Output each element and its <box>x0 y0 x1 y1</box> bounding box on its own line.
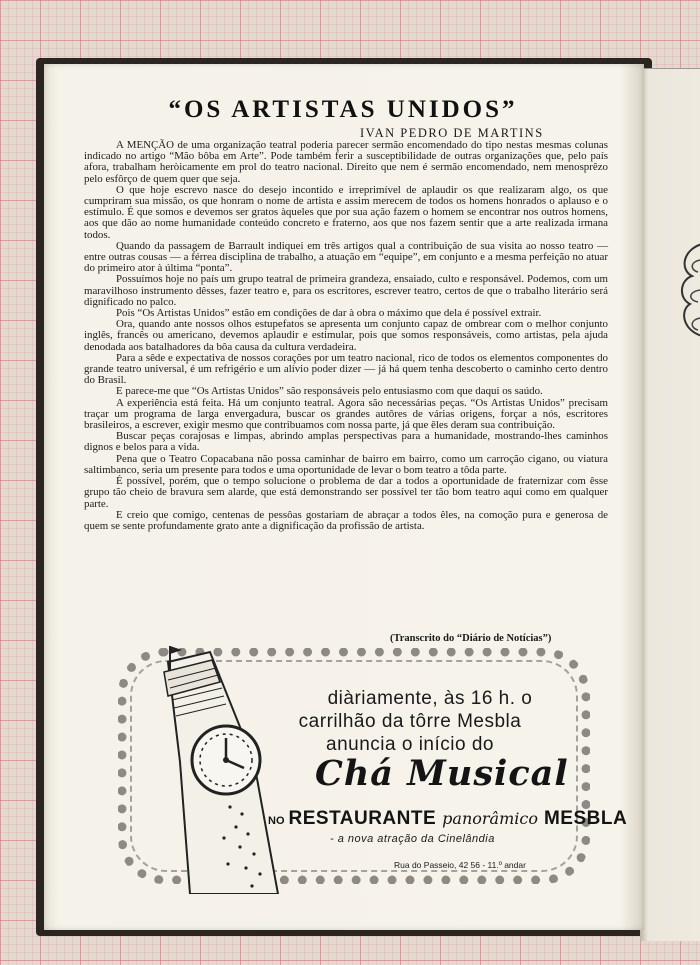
ornament-icon <box>674 240 700 340</box>
article-paragraph: É possível, porém, que o tempo solucione o problema de dar a todos a oportunidade de fraternizar com êsse grupo tão cheio de bravura sem alarde, que está demonstrando ser possível ter tão bom teatro aqui como em qualquer parte. <box>84 475 608 510</box>
ad-line-1: diàriamente, às 16 h. o <box>327 688 533 709</box>
ad-panoramic: panorâmico <box>442 809 538 828</box>
advertisement <box>110 640 628 895</box>
ad-line-2: carrilhão da tôrre Mesbla <box>298 711 522 732</box>
article-paragraph: E parece-me que “Os Artistas Unidos” são responsáveis pelo entusiasmo com que daqui os saúdo. <box>116 385 543 398</box>
ad-tagline: - a nova atração da Cinelândia <box>330 833 495 845</box>
ad-brand: MESBLA <box>543 808 628 829</box>
article-body <box>84 140 608 532</box>
article-paragraph: O que hoje escrevo nasce do desejo incontido e irreprimível de aplaudir os que realizaram algo, os que cumpriram sua missão, os que honram o nome de artista e assim merecem de todos os homens honrados o aplauso e o estímulo. É que somos e devemos ser gratos àqueles que por sua ação fazem o homem se encontrar nos outros homens, aos que dão ao nome humanidade conteúdo concreto e fraterno, aos que nos fazem sentir que a arte realizada irmana todos. <box>84 183 608 241</box>
article-title: “OS ARTISTAS UNIDOS” <box>168 96 518 123</box>
ad-line-3: anuncia o início do <box>326 734 494 755</box>
article-paragraph: E creio que comigo, centenas de pessôas gostariam de abraçar a todos êles, na comoção pura e generosa de quem se sente profundamente grato ante a dignificação da profissão de artista. <box>84 508 608 532</box>
ad-address: Rua do Passeio, 42 56 - 11.º andar <box>394 860 526 870</box>
ad-restaurant: RESTAURANTE <box>288 808 437 829</box>
clock-tower-icon <box>150 642 280 894</box>
ad-event-title: Chá Musical <box>315 753 569 794</box>
article-paragraph: A MENÇÃO de uma organização teatral poderia parecer sermão encomendado do tipo nestas mesmas colunas indicado no artigo “Mão bôba em Arte”. Pode também ferir a susceptibilidade de outras organizações que, pelo país afora, trabalham heròicamente em prol do teatro nacional. Direito que nem é sermão encomendado, nem menosprêzo pelo esfôrço de quem quer que seja. <box>84 139 608 185</box>
ad-prefix: NO <box>268 815 285 827</box>
article-paragraph: Buscar peças corajosas e limpas, abrindo amplas perspectivas para a humanidade, mostrando-lhes caminhos dignos e belos para a vida. <box>84 430 608 454</box>
article-paragraph: Ora, quando ante nossos olhos estupefatos se apresenta um conjunto capaz de ombrear com o melhor conjunto inglês, francês ou americano, devemos aplaudir e estimular, pois que somos responsáveis, como artistas, pela ajuda denodada aos batalhadores da bôa causa da cultura verdadeira. <box>84 318 608 353</box>
article-paragraph: Possuímos hoje no país um grupo teatral de primeira grandeza, ensaiado, culto e responsável. Podemos, com um maravilhoso instrumento dêsses, fazer teatro e, para os escritores, escrever teatro, certos de que o trabalho literário será dignificado no palco. <box>84 273 608 308</box>
article-author: IVAN PEDRO DE MARTINS <box>360 126 544 140</box>
article-paragraph: Para a sêde e expectativa de nossos corações por um teatro nacional, rico de todos os elementos componentes do grande teatro universal, é um refrigério e um alívio poder dizer — já há quem tenha descoberto o caminho certo dentro do Brasil. <box>84 351 608 387</box>
next-page-edge <box>640 68 700 941</box>
ad-brand-line <box>268 808 627 830</box>
article-paragraph: A experiência está feita. Há um conjunto teatral. Agora são necessárias peças. “Os Artistas Unidos” precisam traçar um programa de larga envergadura, buscar os grandes autôres de várias origens, forçar a nós, escritores brasileiros, a escrever, exigir mesmo que contribuamos com nossa parte, já que êles deram sua contribuição. <box>84 396 608 432</box>
article-paragraph: Quando da passagem de Barrault indiquei em três artigos qual a contribuição de sua visita ao nosso teatro — entre outras cousas — a férrea disciplina de trabalho, a atuação em “equipe”, em conjunto e a mesma perfeição no atuar do primeiro ator à última “ponta”. <box>84 239 608 275</box>
article-paragraph: Pois “Os Artistas Unidos” estão em condições de dar à obra o máximo que dela é possível extrair. <box>116 307 542 320</box>
article-paragraph: Pena que o Teatro Copacabana não possa caminhar de bairro em bairro, como um carroção cigano, ou viatura saltimbanco, seria um presente para todos e uma oportunidade de levar o bom teatro a tôda parte. <box>84 452 608 476</box>
article-source: (Transcrito do “Diário de Notícias”) <box>390 633 552 644</box>
